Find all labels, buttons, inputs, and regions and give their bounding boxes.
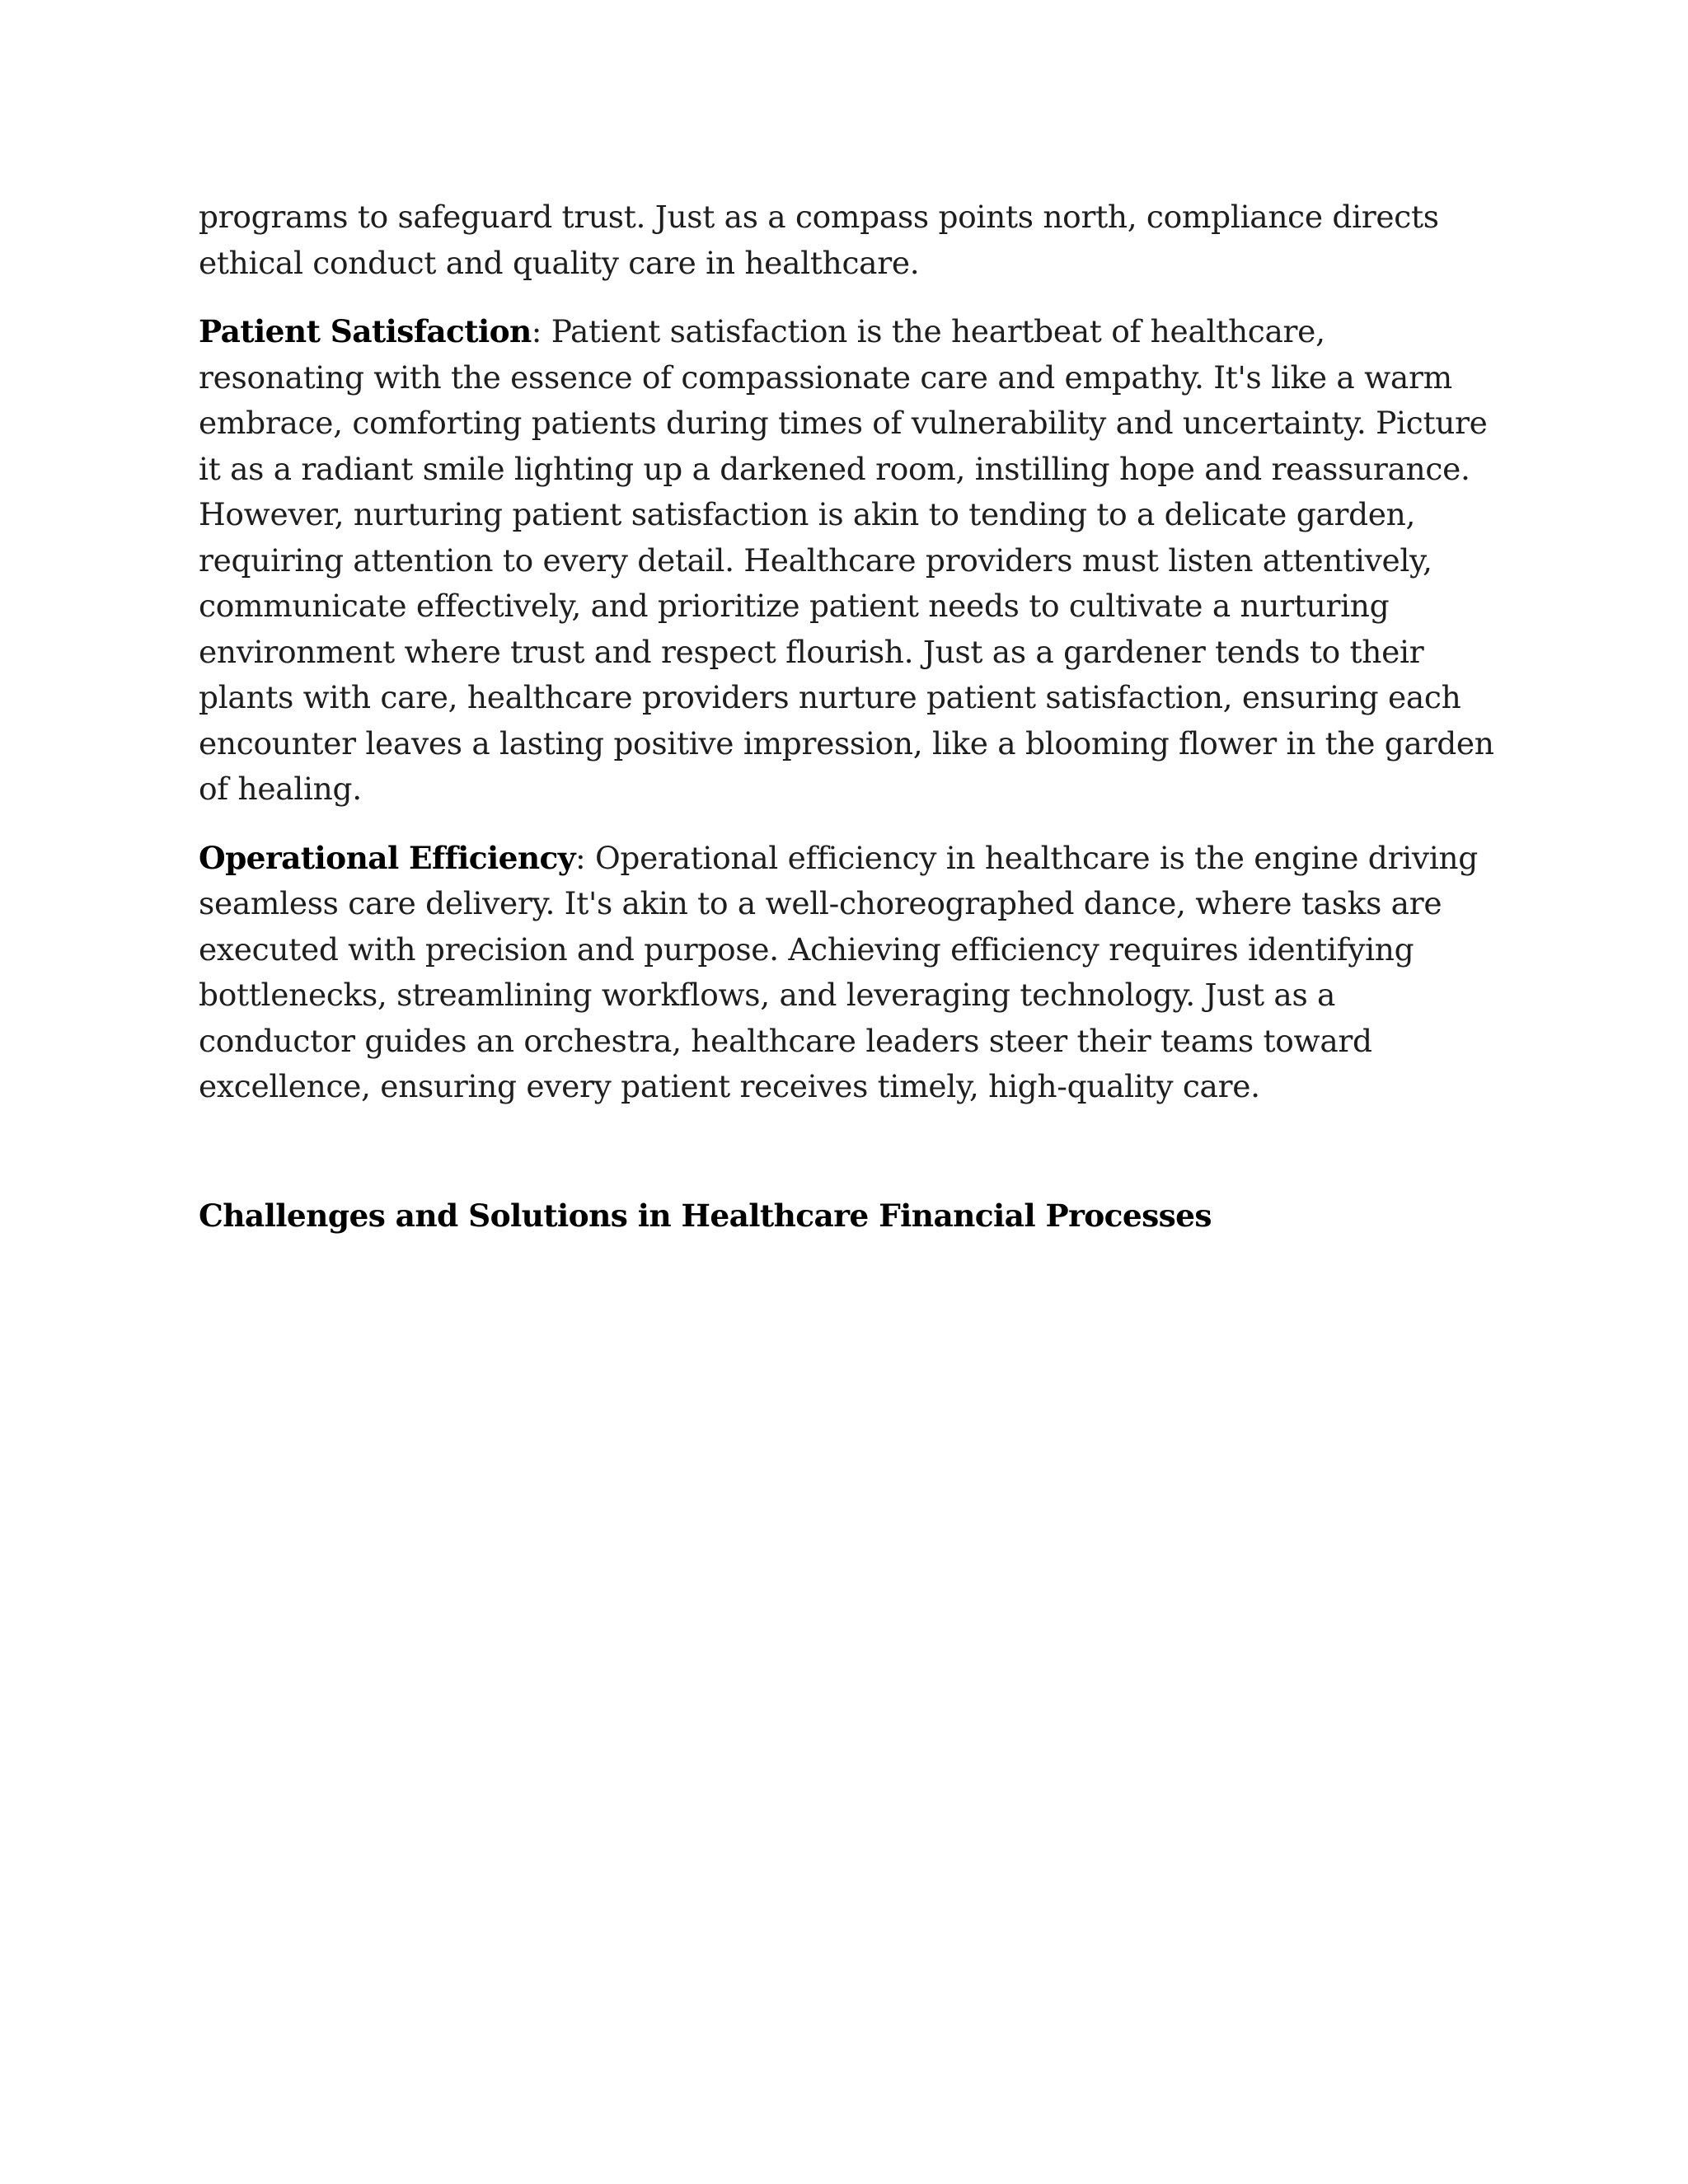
paragraph-patient-satisfaction — [199, 309, 1498, 813]
paragraph-compliance-continued — [199, 194, 1498, 286]
term-operational-efficiency: Operational Efficiency — [199, 839, 575, 876]
paragraph-text: programs to safeguard trust. Just as a compass points north, compliance directs ethical conduct and quality care in healthcare. — [199, 199, 1439, 281]
paragraph-text: Operational efficiency in healthcare is the engine driving seamless care delivery. It's akin to a well-choreographed dance, where tasks are executed with precision and purpose. Achieving efficiency requires identifying bottlenecks, streamlining workflows, and leveraging technology. Just as a conductor guides an orchestra, healthcare leaders steer their teams toward excellence, ensuring every patient receives timely, high-quality care. — [199, 839, 1478, 1104]
term-separator: : — [531, 313, 551, 349]
paragraph-text: Patient satisfaction is the heartbeat of healthcare, resonating with the essence of compassionate care and empathy. It's like a warm embrace, comforting patients during times of vulnerability and uncertainty. Picture it as a radiant smile lighting up a darkened room, instilling hope and reassurance. However, nurturing patient satisfaction is akin to tending to a delicate garden, requiring attention to every detail. Healthcare providers must listen attentively, communicate effectively, and prioritize patient needs to cultivate a nurturing environment where trust and respect flourish. Just as a gardener tends to their plants with care, healthcare providers nurture patient satisfaction, ensuring each encounter leaves a lasting positive impression, like a blooming flower in the garden of healing. — [199, 313, 1494, 807]
section-heading: Challenges and Solutions in Healthcare Financial Processes — [199, 1197, 1212, 1234]
paragraph-operational-efficiency — [199, 836, 1498, 1110]
term-patient-satisfaction: Patient Satisfaction — [199, 313, 532, 349]
term-separator: : — [574, 839, 595, 876]
document-body — [199, 194, 1498, 1239]
